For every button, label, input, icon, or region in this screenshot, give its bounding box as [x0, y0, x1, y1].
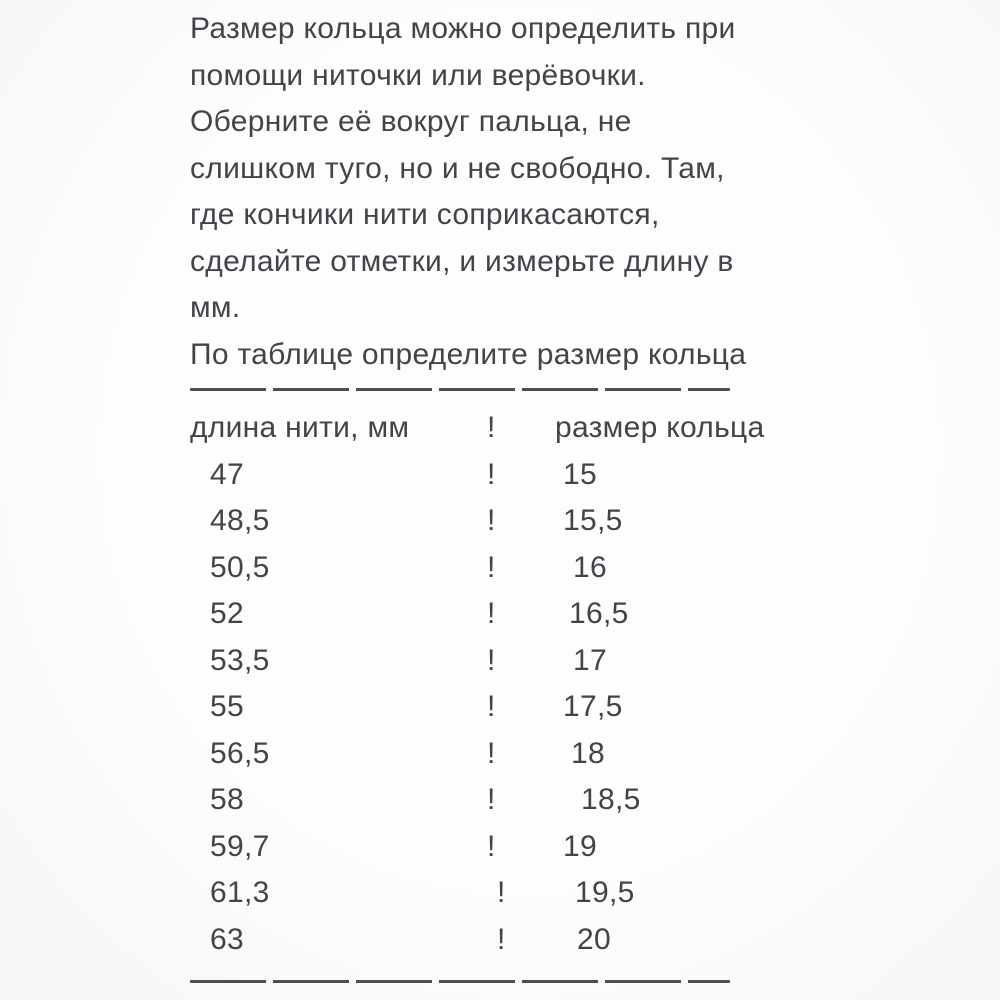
intro-line: сделайте отметки, и измерьте длину в [190, 244, 734, 278]
table-row [190, 917, 1000, 964]
row-separator: ! [487, 829, 496, 863]
row-size-value: 19 [563, 829, 597, 863]
row-length-value: 50,5 [210, 550, 270, 584]
row-size-value: 18,5 [581, 783, 641, 816]
intro-paragraph [190, 6, 1000, 378]
table-row [190, 777, 1000, 824]
row-separator: ! [487, 690, 496, 723]
row-size-value: 16,5 [569, 597, 629, 630]
row-separator: ! [487, 550, 496, 584]
table-row [190, 545, 1000, 592]
row-size-value: 19,5 [575, 876, 635, 909]
row-size-value: 17 [573, 643, 607, 677]
header-length-label: длина нити, мм [190, 411, 410, 444]
row-separator: ! [487, 783, 496, 816]
table-row [190, 638, 1000, 685]
row-length-value: 55 [210, 690, 244, 723]
header-size-label: размер кольца [555, 411, 765, 444]
table-divider-top [190, 388, 730, 391]
row-separator: ! [487, 736, 496, 770]
table-header-row [190, 405, 1000, 452]
row-length-value: 52 [210, 597, 244, 630]
row-size-value: 15,5 [563, 504, 623, 537]
row-size-value: 17,5 [563, 690, 623, 723]
table-row [190, 870, 1000, 917]
table-row [190, 452, 1000, 499]
table-row [190, 684, 1000, 731]
header-separator: ! [487, 411, 496, 444]
row-size-value: 16 [573, 550, 607, 584]
row-separator: ! [497, 922, 506, 956]
intro-line: помощи ниточки или верёвочки. [190, 58, 646, 92]
row-separator: ! [487, 504, 496, 537]
row-separator: ! [497, 876, 506, 909]
table-row [190, 824, 1000, 871]
row-length-value: 56,5 [210, 736, 270, 770]
row-length-value: 53,5 [210, 643, 270, 677]
row-separator: ! [487, 597, 496, 630]
row-length-value: 63 [210, 922, 244, 956]
table-row [190, 731, 1000, 778]
intro-line: По таблице определите размер кольца [190, 337, 747, 371]
table-divider-bottom [190, 980, 730, 983]
row-length-value: 48,5 [210, 504, 270, 537]
row-length-value: 59,7 [210, 829, 270, 863]
intro-line: мм. [190, 291, 241, 324]
intro-line: Оберните её вокруг пальца, не [190, 105, 632, 138]
row-length-value: 47 [210, 457, 244, 491]
row-length-value: 61,3 [210, 876, 270, 909]
row-size-value: 18 [571, 736, 605, 770]
row-separator: ! [487, 457, 496, 491]
table-row [190, 591, 1000, 638]
intro-line: где кончики нити соприкасаются, [190, 198, 660, 231]
intro-line: Размер кольца можно определить при [190, 12, 736, 45]
row-size-value: 20 [577, 922, 611, 956]
row-length-value: 58 [210, 783, 244, 816]
row-separator: ! [487, 643, 496, 677]
ring-size-table [190, 405, 1000, 963]
table-row [190, 498, 1000, 545]
row-size-value: 15 [563, 457, 597, 491]
intro-line: слишком туго, но и не свободно. Там, [190, 151, 725, 185]
